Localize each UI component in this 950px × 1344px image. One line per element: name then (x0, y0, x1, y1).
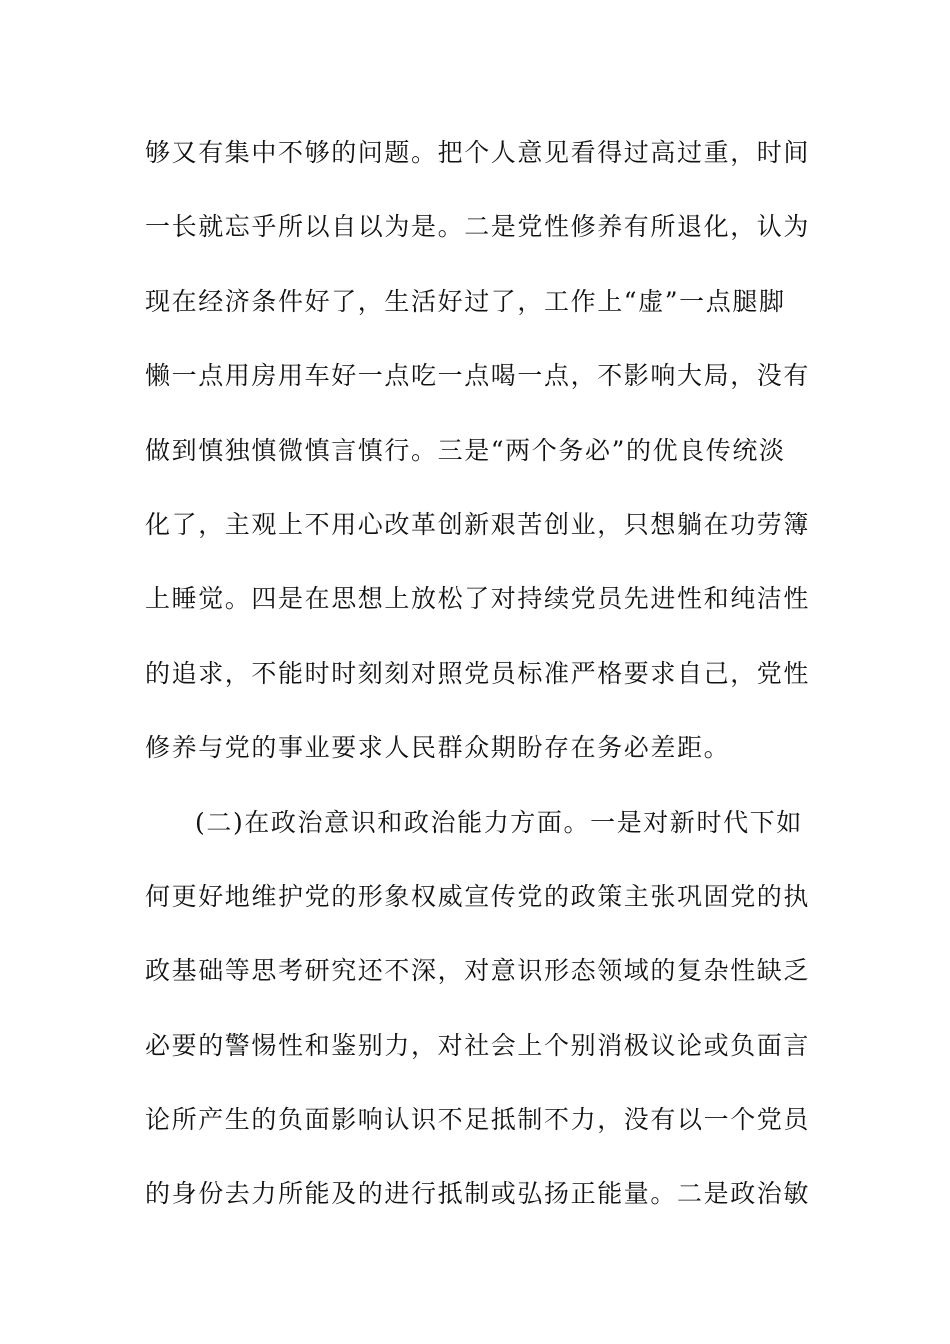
text-line-5: 做到慎独慎微慎言慎行。三是“两个务必”的优良传统淡 (145, 435, 786, 465)
text-line-14: 论所产生的负面影响认识不足抵制不力，没有以一个党员 (145, 1105, 811, 1135)
text-line-8: 的追求，不能时时刻刻对照党员标准严格要求自己，党性 (145, 658, 811, 688)
text-line-12: 政基础等思考研究还不深，对意识形态领域的复杂性缺乏 (145, 956, 811, 986)
text-line-1: 够又有集中不够的问题。把个人意见看得过高过重，时间 (145, 138, 811, 167)
body-text (145, 128, 811, 1244)
section-heading-2: (二)在政治意识和政治能力方面。一是对新时代下如 (195, 807, 803, 837)
text-line-4: 懒一点用房用车好一点吃一点喝一点，不影响大局，没有 (145, 361, 811, 391)
text-line-6: 化了，主观上不用心改革创新艰苦创业，只想躺在功劳簿 (145, 509, 811, 539)
text-line-15: 的身份去力所能及的进行抵制或弘扬正能量。二是政治敏 (145, 1179, 811, 1209)
text-line-11: 何更好地维护党的形象权威宣传党的政策主张巩固党的执 (145, 881, 811, 911)
text-line-13: 必要的警惕性和鉴别力，对社会上个别消极议论或负面言 (145, 1030, 811, 1060)
text-line-3: 现在经济条件好了，生活好过了，工作上“虚”一点腿脚 (145, 286, 786, 316)
text-line-9: 修养与党的事业要求人民群众期盼存在务必差距。 (145, 733, 731, 763)
text-line-2: 一长就忘乎所以自以为是。二是党性修养有所退化，认为 (145, 212, 811, 242)
text-line-7: 上睡觉。四是在思想上放松了对持续党员先进性和纯洁性 (145, 584, 811, 614)
